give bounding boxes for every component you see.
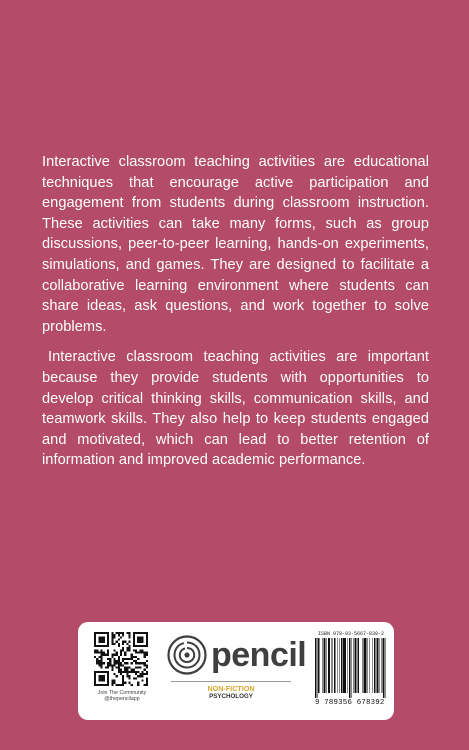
publisher-panel — [78, 622, 394, 720]
barcode-digits: 9 789356 678392 — [315, 699, 385, 707]
back-cover-blurb — [42, 152, 429, 471]
blurb-paragraph-2: Interactive classroom teaching activities are important because they provide students with opportunities to develop critical thinking skills, communication skills, and teamwork skills. They also help to keep students engaged and motivated, which can lead to better retention of information and improved academic performance. — [42, 349, 429, 469]
isbn-label: ISBN 978-93-5667-839-2 — [317, 631, 384, 637]
publisher-wordmark: pencil — [211, 636, 307, 674]
barcode-block — [315, 631, 387, 708]
qr-caption — [94, 690, 150, 703]
subgenre-label: PSYCHOLOGY — [209, 693, 253, 700]
qr-code-block — [94, 632, 150, 703]
barcode-icon — [315, 638, 387, 698]
concentric-circles-logo-icon — [167, 635, 207, 675]
qr-caption-line-2: @thepencilapp — [104, 696, 140, 703]
qr-caption-line-1: Join The Community — [97, 690, 147, 696]
qr-code-icon[interactable] — [94, 632, 148, 686]
genre-label: NON-FICTION — [207, 684, 255, 693]
blurb-paragraph-1: Interactive classroom teaching activities are educational techniques that encourage active participation and engagement from students during classroom instruction. These activities can take many forms, such as group discussions, peer-to-peer learning, hands-on experiments, simulations, and games. They are designed to facilitate a collaborative learning environment where students can share ideas, ask questions, and work together to solve problems. — [42, 154, 429, 335]
brand-divider — [171, 681, 291, 682]
